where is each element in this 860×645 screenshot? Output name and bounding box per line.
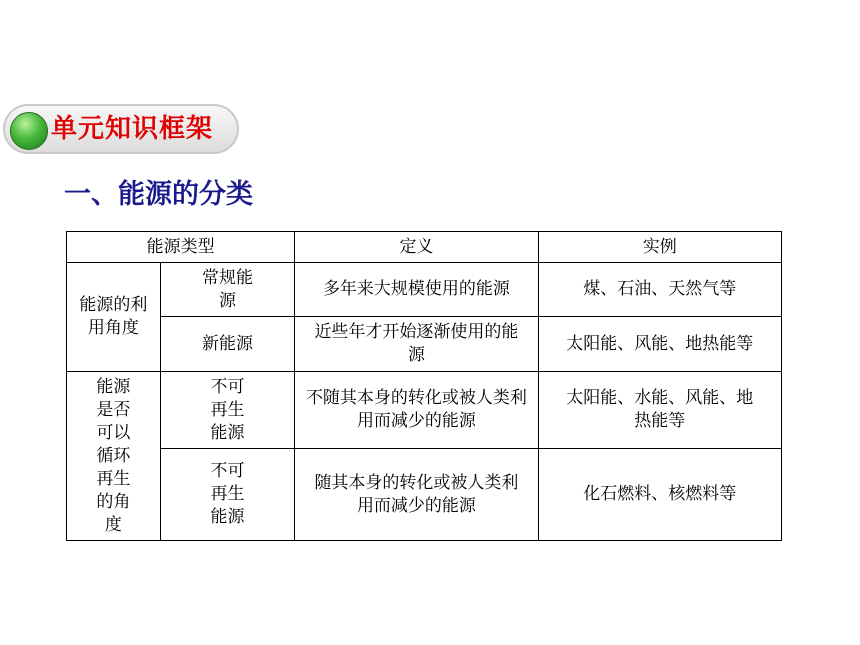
example-cell: 化石燃料、核燃料等	[538, 449, 781, 541]
table-header-row	[67, 232, 782, 263]
table-row	[67, 372, 782, 449]
example-cell: 煤、石油、天然气等	[538, 263, 781, 317]
group-label-renewability: 能源是否可以循环再生的角度	[67, 372, 161, 541]
section-banner	[3, 104, 239, 154]
green-bullet-icon	[10, 112, 48, 150]
header-example: 实例	[538, 232, 781, 263]
table-row	[67, 449, 782, 541]
definition-cell: 多年来大规模使用的能源	[295, 263, 538, 317]
table-row	[67, 263, 782, 317]
definition-cell: 近些年才开始逐渐使用的能源	[295, 317, 538, 372]
energy-type-cell: 不可再生能源	[160, 449, 295, 541]
energy-type-cell: 新能源	[160, 317, 295, 372]
energy-type-cell: 常规能源	[160, 263, 295, 317]
example-cell: 太阳能、水能、风能、地热能等	[538, 372, 781, 449]
table-row	[67, 317, 782, 372]
banner-title: 单元知识框架	[51, 114, 214, 144]
definition-cell: 随其本身的转化或被人类利用而减少的能源	[295, 449, 538, 541]
section-heading: 一、能源的分类	[64, 179, 253, 210]
energy-classification-table	[66, 231, 782, 541]
energy-type-cell: 不可再生能源	[160, 372, 295, 449]
definition-cell: 不随其本身的转化或被人类利用而减少的能源	[295, 372, 538, 449]
group-label-utilization: 能源的利用角度	[67, 263, 161, 372]
example-cell: 太阳能、风能、地热能等	[538, 317, 781, 372]
header-definition: 定义	[295, 232, 538, 263]
header-type: 能源类型	[67, 232, 295, 263]
